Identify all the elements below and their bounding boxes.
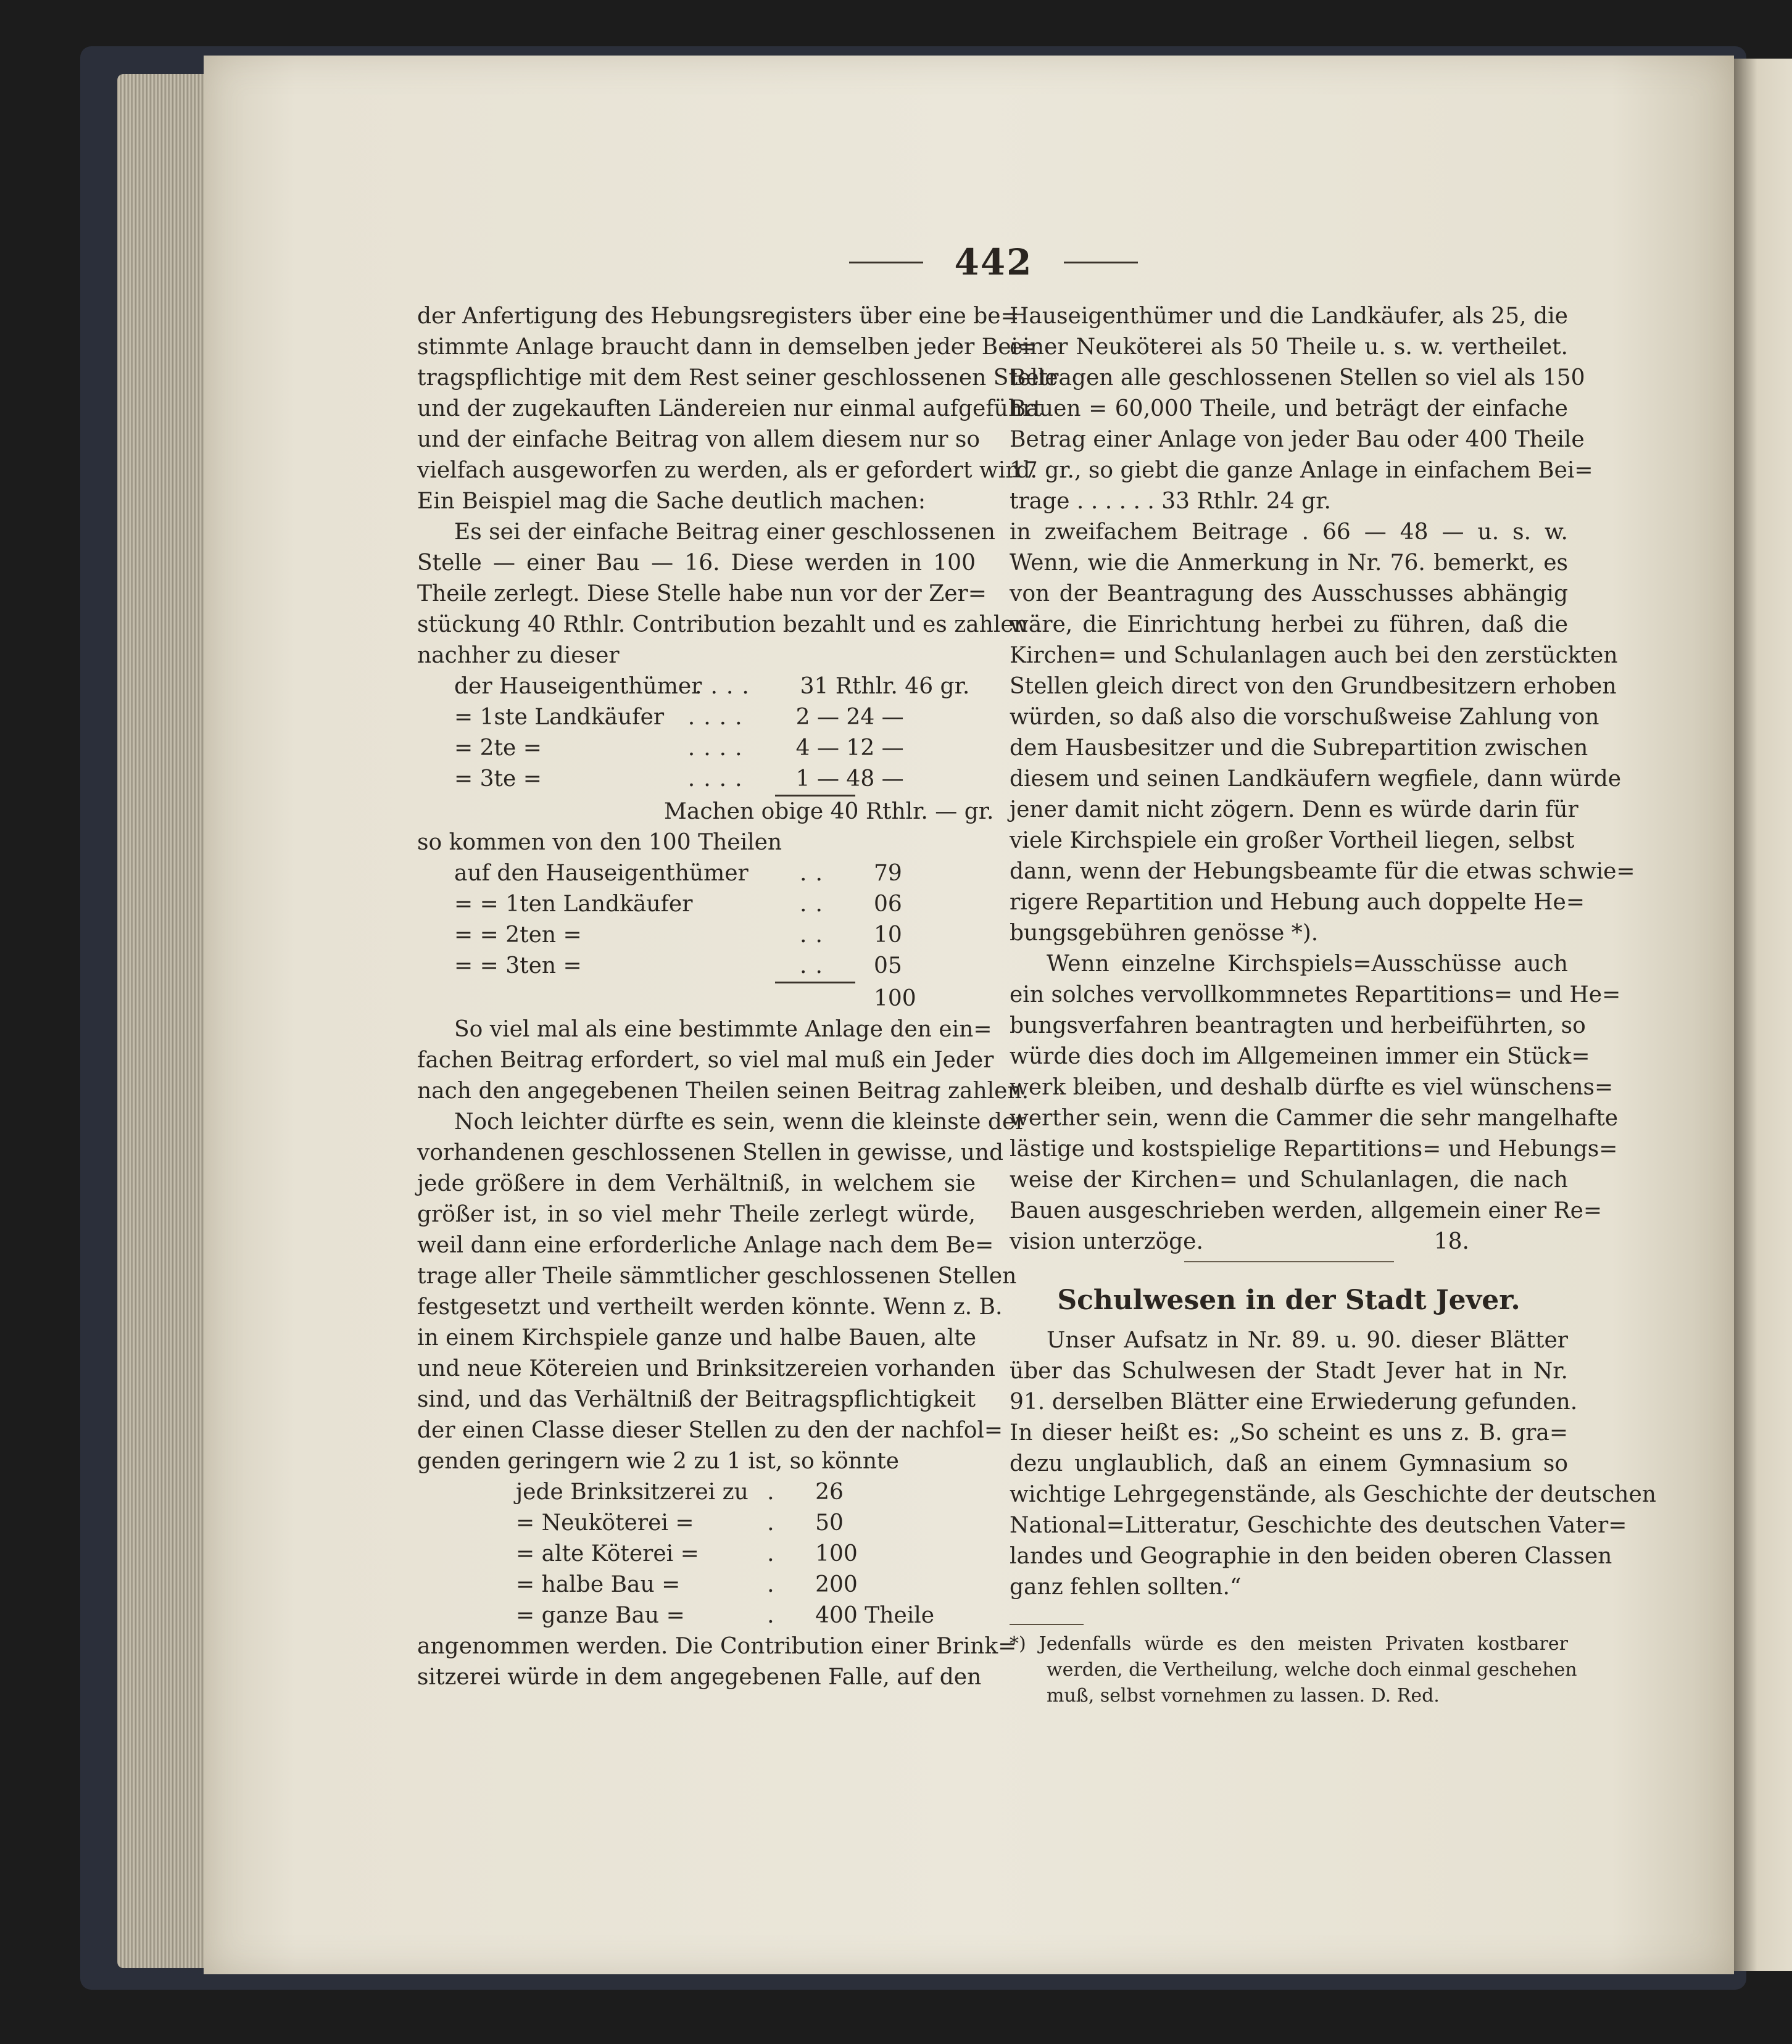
text-line: jede größere in dem Verhältniß, in welchem sie <box>417 1171 976 1196</box>
table-dots: . <box>767 1510 783 1536</box>
text-line: bungsgebühren genösse *). <box>1010 921 1319 946</box>
footnote <box>1010 1631 1577 1709</box>
text-line: Wenn einzelne Kirchspiels=Ausschüsse auch <box>1047 951 1568 977</box>
table-label: = = 1ten Landkäufer <box>454 892 693 917</box>
table-row <box>417 889 976 920</box>
table-label: auf den Hauseigenthümer <box>454 861 749 886</box>
table-amount: 400 Theile <box>815 1603 935 1628</box>
text-line: Betragen alle geschlossenen Stellen so viel als 150 <box>1010 365 1585 391</box>
table-label: jede Brinksitzerei zu <box>516 1479 749 1505</box>
text-line: Es sei der einfache Beitrag einer geschlossenen <box>454 519 995 545</box>
facing-page-edge <box>1734 59 1792 1971</box>
table-dots: . <box>767 1541 783 1566</box>
text-line: trage aller Theile sämmtlicher geschlossenen Stellen <box>417 1264 1017 1289</box>
text-line: genden geringern wie 2 zu 1 ist, so könnte <box>417 1449 899 1474</box>
text-line: dann, wenn der Hebungsbeamte für die etwas schwie= <box>1010 859 1635 884</box>
text-line: und neue Kötereien und Brinksitzereien vorhanden <box>417 1356 995 1381</box>
table-label: = halbe Bau = <box>516 1572 681 1597</box>
text-line: größer ist, in so viel mehr Theile zerlegt würde, <box>417 1202 976 1227</box>
table-amount: 50 <box>815 1510 844 1536</box>
table-dots: .... <box>687 705 751 730</box>
text-line: tragspflichtige mit dem Rest seiner geschlossenen Stelle <box>417 365 1058 391</box>
header-rule-left <box>849 262 923 263</box>
text-line: der einen Classe dieser Stellen zu den der nachfol= <box>417 1418 1003 1443</box>
text-line: ganz fehlen sollten.“ <box>1010 1574 1242 1600</box>
table-total: 100 <box>874 986 916 1011</box>
footnote-line: *) Jedenfalls würde es den meisten Privaten kostbarer <box>1010 1633 1568 1655</box>
text-line: und der einfache Beitrag von allem diesem nur so <box>417 427 981 452</box>
text-line: rigere Repartition und Hebung auch doppelte He= <box>1010 890 1585 915</box>
text-line: bungsverfahren beantragten und herbeiführten, so <box>1010 1013 1586 1038</box>
header-rule-right <box>1064 262 1138 263</box>
table-row <box>417 764 976 795</box>
table-row <box>417 1570 976 1600</box>
text-line: vielfach ausgeworfen zu werden, als er gefordert wird. <box>417 458 1037 483</box>
right-column <box>1010 301 1656 1709</box>
text-line: diesem und seinen Landkäufern wegfiele, dann würde <box>1010 766 1622 792</box>
table-amount: 79 <box>874 861 902 886</box>
text-line: Betrag einer Anlage von jeder Bau oder 400 Theile <box>1010 427 1585 452</box>
table-row <box>417 733 976 764</box>
table-label: = = 2ten = <box>454 922 582 948</box>
text-line: So viel mal als eine bestimmte Anlage den ein= <box>454 1017 992 1042</box>
text-line: sitzerei würde in dem angegebenen Falle, auf den <box>417 1665 982 1690</box>
text-line: stimmte Anlage braucht dann in demselben jeder Bei= <box>417 334 1037 360</box>
text-line: Bauen = 60,000 Theile, und beträgt der einfache <box>1010 396 1568 421</box>
table-row <box>417 1600 976 1631</box>
text-line: ein solches vervollkommnetes Repartitions= und He= <box>1010 982 1621 1008</box>
text-line: lästige und kostspielige Repartitions= und Hebungs= <box>1010 1136 1618 1162</box>
text-line: Noch leichter dürfte es sein, wenn die kleinste der <box>454 1109 1026 1135</box>
text-line: Stellen gleich direct von den Grundbesitzern erhoben <box>1010 674 1617 699</box>
text-line: Stelle — einer Bau — 16. Diese werden in 100 <box>417 550 976 576</box>
table-dots: . <box>767 1603 783 1628</box>
text-line: vorhandenen geschlossenen Stellen in gewisse, und <box>417 1140 1004 1165</box>
text-line: dezu unglaublich, daß an einem Gymnasium so <box>1010 1451 1568 1476</box>
table-row <box>417 920 976 951</box>
table-dots: .. <box>800 892 831 917</box>
footnote-line: werden, die Vertheilung, welche doch einmal geschehen <box>1047 1659 1577 1681</box>
table-label: = 3te = <box>454 766 542 792</box>
table-amount: 1 — 48 — <box>795 766 904 792</box>
text-line: so kommen von den 100 Theilen <box>417 830 782 855</box>
table-dots: .. <box>800 861 831 886</box>
table-row <box>417 1539 976 1570</box>
table-amount: 26 <box>815 1479 844 1505</box>
text-line: trage . . . . . . 33 Rthlr. 24 gr. <box>1010 489 1331 514</box>
text-line: fachen Beitrag erfordert, so viel mal muß ein Jeder <box>417 1048 994 1073</box>
text-line: in einem Kirchspiele ganze und halbe Bauen, alte <box>417 1325 977 1351</box>
table-row <box>417 858 976 889</box>
table-label: = ganze Bau = <box>516 1603 685 1628</box>
text-line: Bauen ausgeschrieben werden, allgemein einer Re= <box>1010 1198 1603 1223</box>
text-line: Ein Beispiel mag die Sache deutlich machen: <box>417 489 926 514</box>
table-row <box>417 951 976 982</box>
table-row <box>417 702 976 733</box>
text-line: Kirchen= und Schulanlagen auch bei den zerstückten <box>1010 643 1618 668</box>
text-line: 91. derselben Blätter eine Erwiederung gefunden. <box>1010 1389 1578 1415</box>
text-line: würde dies doch im Allgemeinen immer ein Stück= <box>1010 1044 1590 1069</box>
text-line: landes und Geographie in den beiden oberen Classen <box>1010 1544 1612 1569</box>
text-line: Unser Aufsatz in Nr. 89. u. 90. dieser Blätter <box>1047 1328 1568 1353</box>
table-label: = = 3ten = <box>454 953 582 979</box>
table-label: = Neuköterei = <box>516 1510 694 1536</box>
table-dots: .. <box>800 953 831 979</box>
table-dots: .... <box>687 735 751 761</box>
text-line: stückung 40 Rthlr. Contribution bezahlt und es zahlen <box>417 612 1028 637</box>
text-line: angenommen werden. Die Contribution einer Brink= <box>417 1634 1017 1659</box>
table-total: Machen obige 40 Rthlr. — gr. <box>664 799 994 824</box>
page-header <box>827 234 1160 290</box>
text-line: vision unterzöge. <box>1010 1229 1203 1254</box>
table-amount: 100 <box>815 1541 858 1566</box>
table-label: = alte Köterei = <box>516 1541 699 1566</box>
text-line: in zweifachem Beitrage . 66 — 48 — u. s. w. <box>1010 519 1568 545</box>
author-signature: 18. <box>1433 1229 1469 1254</box>
footnote-rule <box>1010 1624 1084 1625</box>
table-dots: . <box>767 1572 783 1597</box>
left-column <box>417 301 1058 1693</box>
text-line: sind, und das Verhältniß der Beitragspflichtigkeit <box>417 1387 976 1412</box>
table-row <box>417 1477 976 1508</box>
text-line: einer Neuköterei als 50 Theile u. s. w. vertheilet. <box>1010 334 1568 360</box>
table-amount: 10 <box>874 922 902 948</box>
text-line: wäre, die Einrichtung herbei zu führen, daß die <box>1010 612 1568 637</box>
table-label: der Hauseigenthümer <box>454 674 702 699</box>
table-dots: .. <box>800 922 831 948</box>
text-line: Hauseigenthümer und die Landkäufer, als 25, die <box>1010 304 1568 329</box>
text-line: In dieser heißt es: „So scheint es uns z. B. gra= <box>1010 1420 1568 1446</box>
text-line: dem Hausbesitzer und die Subrepartition zwischen <box>1010 735 1588 761</box>
closing-line <box>1010 1227 1568 1257</box>
table-row <box>417 671 976 702</box>
table-amount: 200 <box>815 1572 858 1597</box>
footnote-line: muß, selbst vornehmen zu lassen. D. Red. <box>1047 1685 1440 1707</box>
table-amount: 06 <box>874 892 902 917</box>
text-line: Theile zerlegt. Diese Stelle habe nun vor der Zer= <box>417 581 987 606</box>
text-line: werther sein, wenn die Cammer die sehr mangelhafte <box>1010 1106 1619 1131</box>
table-label: = 2te = <box>454 735 542 761</box>
text-line: über das Schulwesen der Stadt Jever hat in Nr. <box>1010 1359 1568 1384</box>
text-line: weil dann eine erforderliche Anlage nach dem Be= <box>417 1233 994 1258</box>
table-amount: 2 — 24 — <box>795 705 904 730</box>
table-dots: .... <box>695 674 758 699</box>
text-line: jener damit nicht zögern. Denn es würde darin für <box>1010 797 1578 822</box>
text-line: 17 gr., so giebt die ganze Anlage in einfachem Bei= <box>1010 458 1593 483</box>
text-line: National=Litteratur, Geschichte des deutschen Vater= <box>1010 1513 1627 1538</box>
table-dots: .... <box>687 766 751 792</box>
text-line: festgesetzt und vertheilt werden könnte. Wenn z. B. <box>417 1294 1003 1320</box>
text-line: nach den angegebenen Theilen seinen Beitrag zahlen. <box>417 1078 1029 1104</box>
text-line: nachher zu dieser <box>417 643 620 668</box>
text-line: Wenn, wie die Anmerkung in Nr. 76. bemerkt, es <box>1010 550 1568 576</box>
text-line: weise der Kirchen= und Schulanlagen, die nach <box>1010 1167 1568 1193</box>
text-line: der Anfertigung des Hebungsregisters über eine be= <box>417 304 1019 329</box>
table-label: = 1ste Landkäufer <box>454 705 665 730</box>
text-line: wichtige Lehrgegenstände, als Geschichte der deutschen <box>1010 1482 1656 1507</box>
text-line: werk bleiben, und deshalb dürfte es viel wünschens= <box>1010 1075 1614 1100</box>
table-dots: . <box>767 1479 783 1505</box>
section-rule <box>1184 1261 1394 1262</box>
table-amount: 05 <box>874 953 902 979</box>
page-number: 442 <box>954 241 1033 283</box>
table-amount: 4 — 12 — <box>795 735 904 761</box>
section-heading: Schulwesen in der Stadt Jever. <box>1057 1285 1520 1316</box>
text-line: viele Kirchspiele ein großer Vortheil liegen, selbst <box>1010 828 1575 853</box>
text-line: würden, so daß also die vorschußweise Zahlung von <box>1010 705 1599 730</box>
table-amount: 31 Rthlr. 46 gr. <box>800 674 970 699</box>
table-row <box>417 1508 976 1539</box>
text-line: von der Beantragung des Ausschusses abhängig <box>1010 581 1568 606</box>
text-line: und der zugekauften Ländereien nur einmal aufgeführt <box>417 396 1042 421</box>
